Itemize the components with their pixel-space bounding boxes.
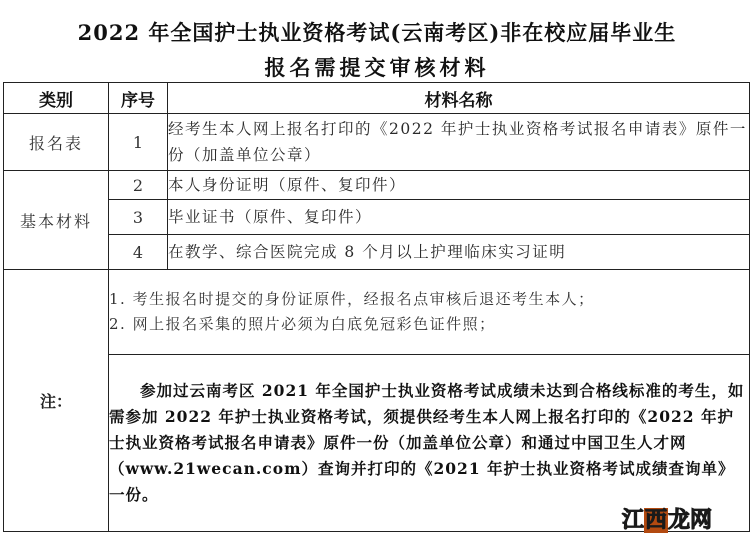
document-title-line2: 报名需提交审核材料 [264, 55, 490, 80]
notes-label: 注： [4, 270, 109, 532]
table-row [4, 200, 750, 235]
notes-paragraph: 参加过云南考区 2021 年全国护士执业资格考试成绩未达到合格线标准的考生，如需参加 2022 年护士执业资格考试，须提供经考生本人网上报名打印的《2022 年护士执业资格考试报名申请表》原件一份（加盖单位公章）和通过中国卫生人才网（www.21wecan.com）查询并打印的《2021 年护士执业资格考试成绩查询单》一份。 [109, 381, 745, 504]
table-row [4, 114, 750, 171]
number-cell: 1 [109, 114, 168, 171]
material-cell: 毕业证书（原件、复印件） [168, 200, 750, 235]
watermark-part1: 江 [622, 508, 645, 533]
material-cell: 经考生本人网上报名打印的《2022 年护士执业资格考试报名申请表》原件一份（加盖单位公章） [168, 114, 750, 171]
number-cell: 4 [109, 235, 168, 270]
table-row [4, 235, 750, 270]
header-category: 类别 [4, 83, 109, 114]
note-item: 1. 考生报名时提交的身份证原件，经报名点审核后退还考生本人； [109, 290, 595, 308]
table-row [4, 171, 750, 200]
number-cell: 3 [109, 200, 168, 235]
header-number: 序号 [109, 83, 168, 114]
document-title-line1: 2022 年全国护士执业资格考试(云南考区)非在校应届毕业生 [77, 20, 677, 45]
note-item: 2. 网上报名采集的照片必须为白底免冠彩色证件照； [109, 315, 496, 333]
material-cell: 本人身份证明（原件、复印件） [168, 171, 750, 200]
category-cell: 报名表 [4, 114, 109, 171]
notes-list [109, 270, 750, 355]
watermark-part3: 龙网 [668, 508, 713, 533]
header-material-name: 材料名称 [168, 83, 750, 114]
watermark-part2: 西 [645, 508, 668, 533]
site-watermark-logo [622, 503, 712, 534]
table-header-row [4, 83, 750, 114]
material-cell: 在教学、综合医院完成 8 个月以上护理临床实习证明 [168, 235, 750, 270]
category-cell: 基本材料 [4, 171, 109, 270]
notes-row-a [4, 270, 750, 355]
materials-table [3, 82, 750, 532]
number-cell: 2 [109, 171, 168, 200]
